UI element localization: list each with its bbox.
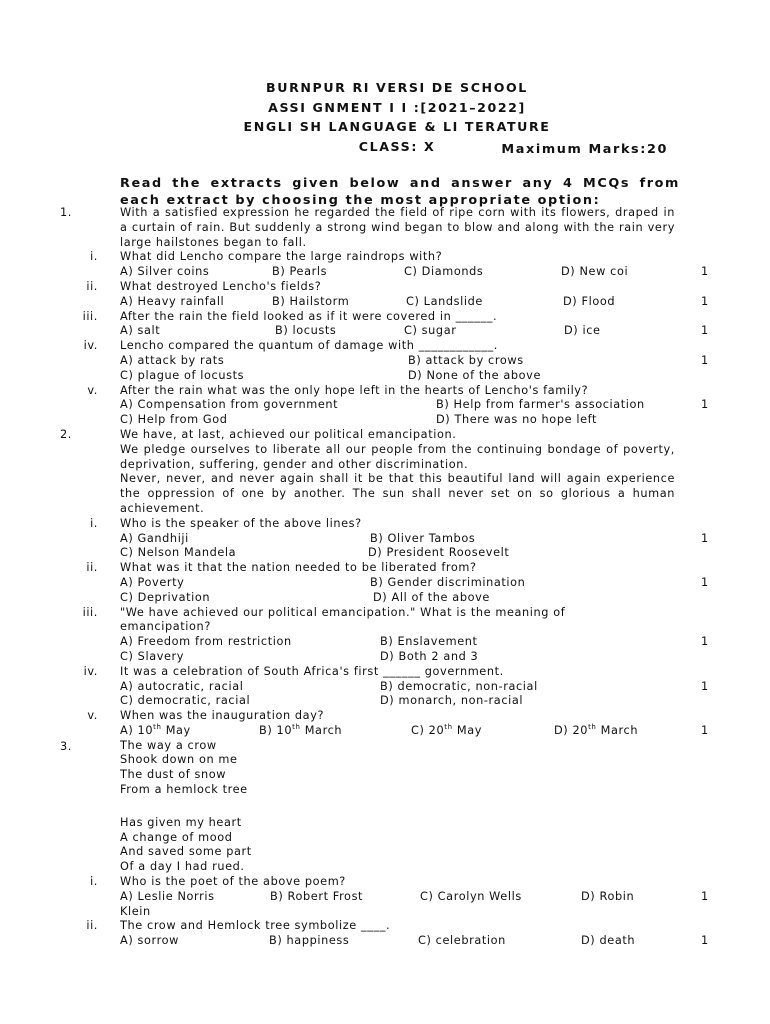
options-row <box>120 398 680 413</box>
poem-stanza <box>120 739 675 798</box>
option-d: D) 20th March <box>554 723 639 737</box>
option-b: B) 10th March <box>259 723 343 737</box>
maximum-marks: Maximum Marks:20 <box>501 142 668 157</box>
school-name: BURNPUR RI VERSI DE SCHOOL <box>266 80 528 95</box>
question-text: The crow and Hemlock tree symbolize ____. <box>120 919 391 933</box>
options-row <box>120 369 680 384</box>
question-text: What destroyed Lencho's fields? <box>120 279 322 293</box>
sub-question-number: i. <box>90 516 98 530</box>
option-a: A) attack by rats <box>120 353 225 367</box>
option-d: D) monarch, non-racial <box>380 694 524 708</box>
option-b: B) Help from farmer's association <box>436 398 645 412</box>
options-row <box>120 532 680 547</box>
questions-content <box>0 206 770 949</box>
marks: 1 <box>701 575 709 589</box>
subject-title: ENGLI SH LANGUAGE & LI TERATURE <box>243 119 551 134</box>
option-a: A) Leslie Norris <box>120 889 215 903</box>
sub-question-number: i. <box>90 250 98 264</box>
option-d: D) President Roosevelt <box>368 546 510 560</box>
option-d: D) New coi <box>561 265 629 279</box>
option-c: C) Deprivation <box>120 590 211 604</box>
passage: With a satisfied expression he regarded the field of ripe corn with its flowers, draped in a curtain of rain. But suddenly a strong wind began to blow and along with the rain very large hailstones began to fall. <box>120 206 675 249</box>
instruction-text: Read the extracts given below and answer any 4 MCQs from each extract by choosing the most appropriate option: <box>120 176 680 208</box>
options-row <box>120 413 680 428</box>
sub-question-number: i. <box>90 875 98 889</box>
options-row <box>120 265 680 280</box>
option-b: B) democratic, non-racial <box>380 679 538 693</box>
options-row <box>120 934 680 949</box>
option-c: C) plague of locusts <box>120 368 245 382</box>
question-number: 3. <box>60 739 72 753</box>
option-b: B) Hailstorm <box>272 294 350 308</box>
option-b: B) attack by crows <box>408 353 524 367</box>
marks: 1 <box>701 723 709 737</box>
option-b: B) locusts <box>275 324 337 338</box>
question-text: Lencho compared the quantum of damage with ____________. <box>120 339 498 353</box>
option-a: A) Freedom from restriction <box>120 635 292 649</box>
options-row <box>120 635 680 650</box>
question-block-1 <box>0 206 770 250</box>
sub-question-number: iii. <box>82 309 98 323</box>
option-d: D) Both 2 and 3 <box>380 649 479 663</box>
options-row <box>120 295 680 310</box>
option-a: A) autocratic, racial <box>120 679 244 693</box>
option-a: A) salt <box>120 324 161 338</box>
sub-question-number: iv. <box>83 339 98 353</box>
option-c: C) 20th May <box>411 723 483 737</box>
sub-question-number: iii. <box>82 605 98 619</box>
option-d: D) There was no hope left <box>436 413 598 427</box>
options-row <box>120 890 680 905</box>
options-row <box>120 354 680 369</box>
option-a: A) Compensation from government <box>120 398 339 412</box>
sub-question-number: v. <box>87 383 98 397</box>
marks: 1 <box>701 679 709 693</box>
poem-line: Has given my heart <box>120 815 242 829</box>
option-a: A) Poverty <box>120 575 185 589</box>
options-row <box>120 546 680 561</box>
option-c: C) Landslide <box>406 294 483 308</box>
poem-line: The way a crow <box>120 738 217 752</box>
class-title: CLASS: X <box>358 138 436 154</box>
option-c: C) Carolyn Wells <box>420 889 522 903</box>
option-a: A) 10th May <box>120 723 191 737</box>
option-b: B) happiness <box>269 934 350 948</box>
option-c: C) Nelson Mandela <box>120 546 237 560</box>
marks: 1 <box>701 934 709 948</box>
option-c: C) democratic, racial <box>120 694 251 708</box>
marks: 1 <box>701 889 709 903</box>
option-d: D) death <box>581 934 636 948</box>
option-c: C) sugar <box>404 324 457 338</box>
option-c: C) Help from God <box>120 413 228 427</box>
poem-line: Of a day I had rued. <box>120 860 245 874</box>
option-a: A) Silver coins <box>120 265 210 279</box>
stanza-gap <box>0 798 770 816</box>
options-row <box>120 680 680 695</box>
question-text: What was it that the nation needed to be liberated from? <box>120 561 477 575</box>
option-b: B) Pearls <box>272 265 328 279</box>
sub-question-number: iv. <box>83 664 98 678</box>
option-a: A) Gandhiji <box>120 531 189 545</box>
question-text: It was a celebration of South Africa's first ______ government. <box>120 664 504 678</box>
marks: 1 <box>701 531 709 545</box>
question-number: 1. <box>60 206 72 219</box>
question-text: "We have achieved our political emancipation." What is the meaning of emancipation? <box>120 605 566 634</box>
marks: 1 <box>701 294 709 308</box>
poem-stanza <box>120 816 675 875</box>
passage-line: We pledge ourselves to liberate all our people from the continuing bondage of poverty, deprivation, suffering, gender and other discrimination. <box>120 442 675 471</box>
option-a: A) Heavy rainfall <box>120 294 225 308</box>
option-d: D) Flood <box>563 294 616 308</box>
question-text: When was the inauguration day? <box>120 709 325 723</box>
options-row <box>120 576 680 591</box>
option-b: B) Gender discrimination <box>370 575 526 589</box>
question-text: After the rain what was the only hope left in the hearts of Lencho's family? <box>120 383 589 397</box>
passage-line: Never, never, and never again shall it be that this beautiful land will again experience the oppression of one by another. The sun shall never set on so glorious a human achievement. <box>120 472 675 515</box>
option-c: C) celebration <box>418 934 506 948</box>
sub-question-number: ii. <box>86 561 98 575</box>
poem-line: From a hemlock tree <box>120 783 248 797</box>
options-row <box>120 650 680 665</box>
options-row <box>120 591 680 606</box>
option-c: C) Diamonds <box>404 265 484 279</box>
question-text: After the rain the field looked as if it were covered in ______. <box>120 309 498 323</box>
passage-line: We have, at last, achieved our political emancipation. <box>120 427 457 441</box>
sub-question-number: ii. <box>86 279 98 293</box>
assignment-title: ASSI GNMENT I I :[2021–2022] <box>268 99 526 115</box>
option-d: D) Robin <box>581 889 635 903</box>
sub-question-number: ii. <box>86 919 98 933</box>
marks: 1 <box>701 324 709 338</box>
question-text: Who is the speaker of the above lines? <box>120 516 362 530</box>
poem-line: Shook down on me <box>120 753 238 767</box>
marks: 1 <box>701 398 709 412</box>
option-b: B) Oliver Tambos <box>370 531 476 545</box>
marks: 1 <box>701 353 709 367</box>
marks: 1 <box>701 265 709 279</box>
marks: 1 <box>701 635 709 649</box>
question-block-2 <box>0 428 770 443</box>
question-text: What did Lencho compare the large raindrops with? <box>120 250 443 264</box>
option-b: B) Enslavement <box>380 635 478 649</box>
poem-line: A change of mood <box>120 830 233 844</box>
option-a: A) sorrow <box>120 934 179 948</box>
option-b: B) Robert Frost <box>270 889 364 903</box>
option-wrap-text: Klein <box>120 904 151 918</box>
option-d: D) All of the above <box>373 590 490 604</box>
question-number: 2. <box>60 427 72 441</box>
options-row <box>120 694 680 709</box>
question-text: Who is the poet of the above poem? <box>120 875 346 889</box>
poem-line: And saved some part <box>120 845 252 859</box>
option-d: D) None of the above <box>408 368 542 382</box>
sub-question-number: v. <box>87 709 98 723</box>
options-row <box>120 724 680 739</box>
options-row <box>120 324 680 339</box>
option-c: C) Slavery <box>120 649 185 663</box>
poem-line: The dust of snow <box>120 768 227 782</box>
option-d: D) ice <box>564 324 601 338</box>
